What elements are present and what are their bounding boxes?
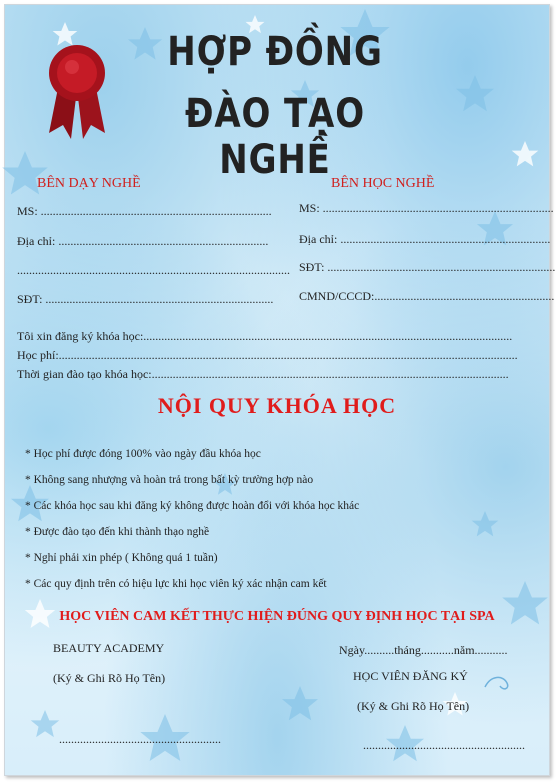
- commitment-statement: HỌC VIÊN CAM KẾT THỰC HIỆN ĐÚNG QUY ĐỊNH HỌC TẠI SPA: [59, 609, 495, 624]
- title-line-2: ĐÀO TẠO NGHỀ: [185, 91, 365, 183]
- teacher-phone-field: SĐT: ............................................................................: [17, 292, 274, 306]
- student-address-field: Địa chỉ: ......................................................................: [299, 232, 551, 246]
- date-line: Ngày..........tháng...........năm...........: [339, 643, 508, 657]
- teacher-address-field: Địa chỉ: ......................................................................: [17, 234, 269, 248]
- rule-item: * Không sang nhượng và hoàn trả trong bất kỳ trường hợp nào: [25, 474, 314, 486]
- title-line-1: HỢP ĐỒNG: [167, 29, 383, 75]
- student-phone-field: SĐT: ............................................................................: [299, 260, 556, 274]
- rule-item: * Các khóa học sau khi đăng ký không được hoàn đổi với khóa học khác: [25, 500, 360, 512]
- student-sign-note: (Ký & Ghi Rõ Họ Tên): [357, 699, 470, 713]
- rule-item: * Các quy định trên có hiệu lực khi học viên ký xác nhận cam kết: [25, 578, 327, 590]
- academy-signature-line: ......................................................: [59, 732, 221, 746]
- swirl-decoration-icon: [483, 673, 513, 693]
- teacher-party-heading: BÊN DẠY NGHỀ: [37, 176, 141, 191]
- teacher-address-continued-field: ...........................................................................................: [17, 263, 290, 277]
- rule-item: * Được đào tạo đến khi thành thạo nghề: [25, 526, 210, 538]
- academy-name: BEAUTY ACADEMY: [53, 641, 165, 655]
- student-signature-line: ......................................................: [363, 738, 525, 752]
- rule-item: * Nghỉ phải xin phép ( Không quá 1 tuần): [25, 552, 218, 564]
- academy-sign-note: (Ký & Ghi Rõ Họ Tên): [53, 671, 166, 685]
- student-sign-title: HỌC VIÊN ĐĂNG KÝ: [353, 669, 468, 683]
- rules-title: NỘI QUY KHÓA HỌC: [157, 393, 397, 418]
- course-register-field: Tôi xin đăng ký khóa học:...........................................................................................................................: [17, 329, 513, 343]
- rule-item: * Học phí được đóng 100% vào ngày đầu khóa học: [25, 448, 261, 460]
- wax-seal-ribbon-icon: [45, 43, 109, 143]
- contract-page: [4, 4, 556, 776]
- course-duration-field: Thời gian đào tạo khóa học:.......................................................................................................................: [17, 367, 509, 381]
- course-fee-field: Học phí:.........................................................................................................................................................: [17, 348, 518, 362]
- student-party-heading: BÊN HỌC NGHỀ: [331, 176, 435, 191]
- student-ms-field: MS: .............................................................................: [299, 201, 554, 215]
- teacher-ms-field: MS: .............................................................................: [17, 204, 272, 218]
- student-id-card-field: CMND/CCCD:............................................................: [299, 289, 555, 303]
